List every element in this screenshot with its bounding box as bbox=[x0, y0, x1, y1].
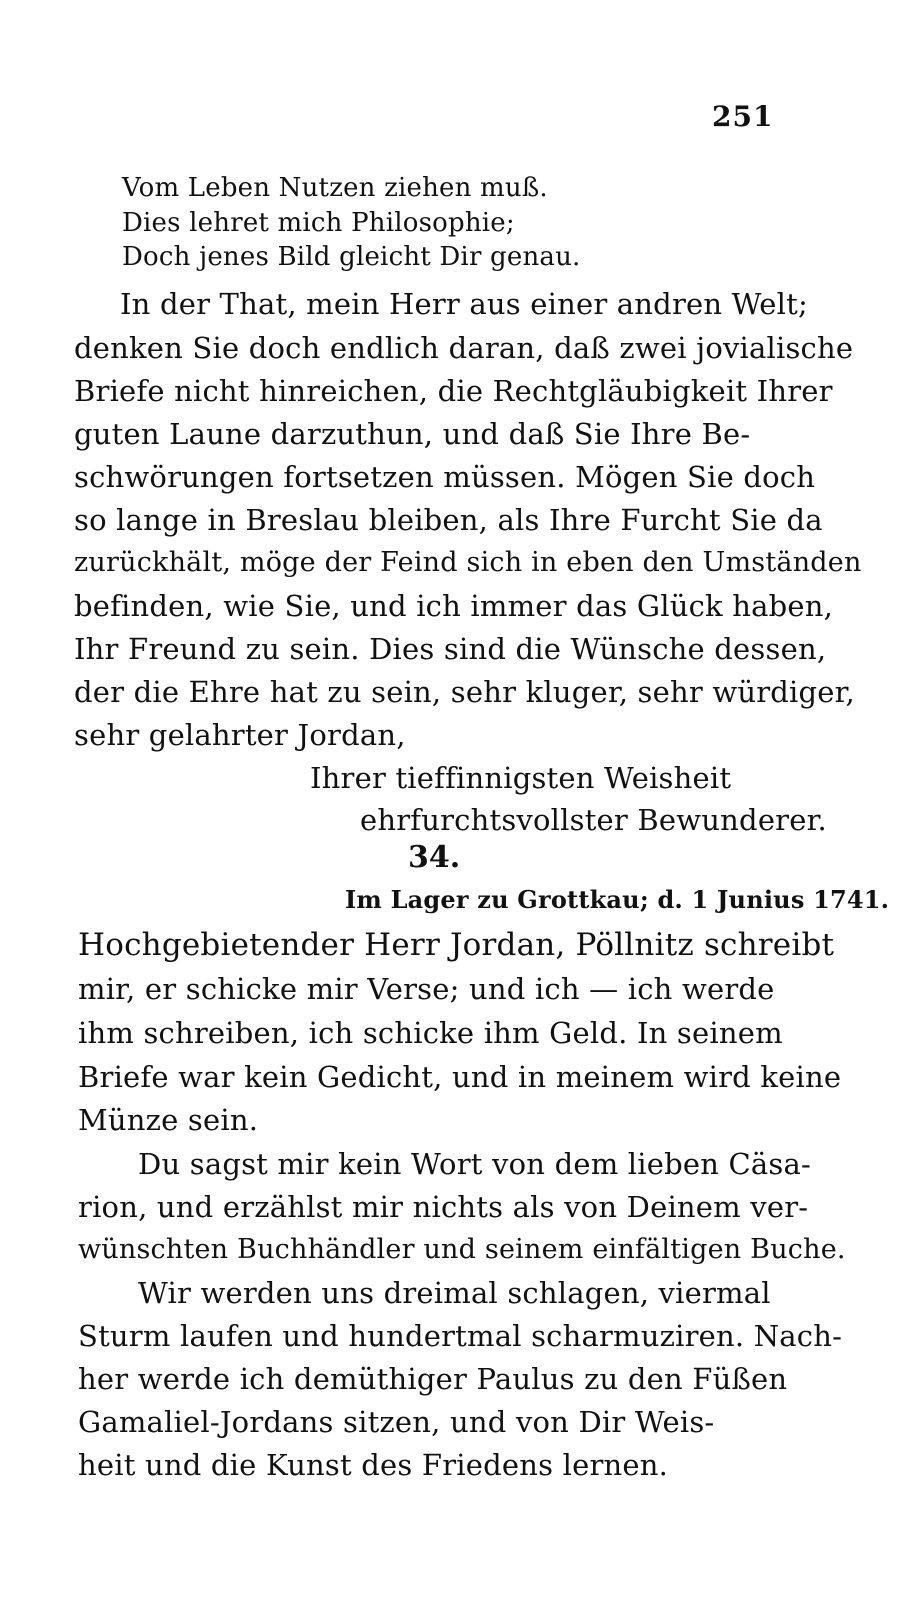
text-line: der die Ehre hat zu sein, sehr kluger, sehr würdiger, bbox=[74, 675, 855, 709]
text-line: wünschten Buchhändler und seinem einfältigen Buche. bbox=[78, 1234, 846, 1265]
text-line: her werde ich demüthiger Paulus zu den Füßen bbox=[78, 1362, 788, 1396]
closing-line: Ihrer tieffinnigsten Weisheit bbox=[310, 761, 732, 795]
letter-number: 34. bbox=[408, 840, 461, 875]
text-line: Briefe war kein Gedicht, und in meinem wird keine bbox=[78, 1060, 842, 1094]
text-line: Münze sein. bbox=[78, 1103, 259, 1137]
text-line: zurückhält, möge der Feind sich in eben den Umständen bbox=[74, 547, 862, 578]
text-line: ihm schreiben, ich schicke ihm Geld. In seinem bbox=[78, 1016, 783, 1050]
text-line: Gamaliel-Jordans sitzen, und von Dir Weis- bbox=[78, 1405, 715, 1439]
text-line: schwörungen fortsetzen müssen. Mögen Sie doch bbox=[74, 460, 816, 494]
text-line: denken Sie doch endlich daran, daß zwei jovialische bbox=[74, 331, 854, 365]
text-line: rion, und erzählst mir nichts als von Deinem ver- bbox=[78, 1190, 809, 1224]
page-number: 251 bbox=[712, 100, 774, 133]
text-line: so lange in Breslau bleiben, als Ihre Furcht Sie da bbox=[74, 503, 823, 537]
verse-line: Doch jenes Bild gleicht Dir genau. bbox=[122, 242, 581, 272]
text-line: Ihr Freund zu sein. Dies sind die Wünsche dessen, bbox=[74, 632, 827, 666]
text-line: Hochgebietender Herr Jordan, Pöllnitz schreibt bbox=[78, 927, 835, 963]
text-line: guten Laune darzuthun, und daß Sie Ihre Be- bbox=[74, 417, 751, 451]
text-line: heit und die Kunst des Friedens lernen. bbox=[78, 1448, 669, 1482]
text-line: Sturm laufen und hundertmal scharmuziren. Nach- bbox=[78, 1319, 843, 1353]
signature-line: sehr gelahrter Jordan, bbox=[74, 718, 406, 752]
dateline: Im Lager zu Grottkau; d. 1 Junius 1741. bbox=[345, 885, 890, 914]
text-line: Du sagst mir kein Wort von dem lieben Cäsa- bbox=[138, 1147, 811, 1181]
text-line: befinden, wie Sie, und ich immer das Glück haben, bbox=[74, 589, 834, 623]
text-line: Briefe nicht hinreichen, die Rechtgläubigkeit Ihrer bbox=[74, 374, 833, 408]
closing-line: ehrfurchtsvollster Bewunderer. bbox=[360, 803, 827, 837]
text-line: Wir werden uns dreimal schlagen, viermal bbox=[138, 1276, 771, 1310]
text-line: In der That, mein Herr aus einer andren Welt; bbox=[120, 287, 808, 321]
text-line: mir, er schicke mir Verse; und ich — ich werde bbox=[78, 972, 775, 1006]
verse-line: Dies lehret mich Philosophie; bbox=[122, 208, 515, 238]
verse-line: Vom Leben Nutzen ziehen muß. bbox=[122, 173, 548, 203]
